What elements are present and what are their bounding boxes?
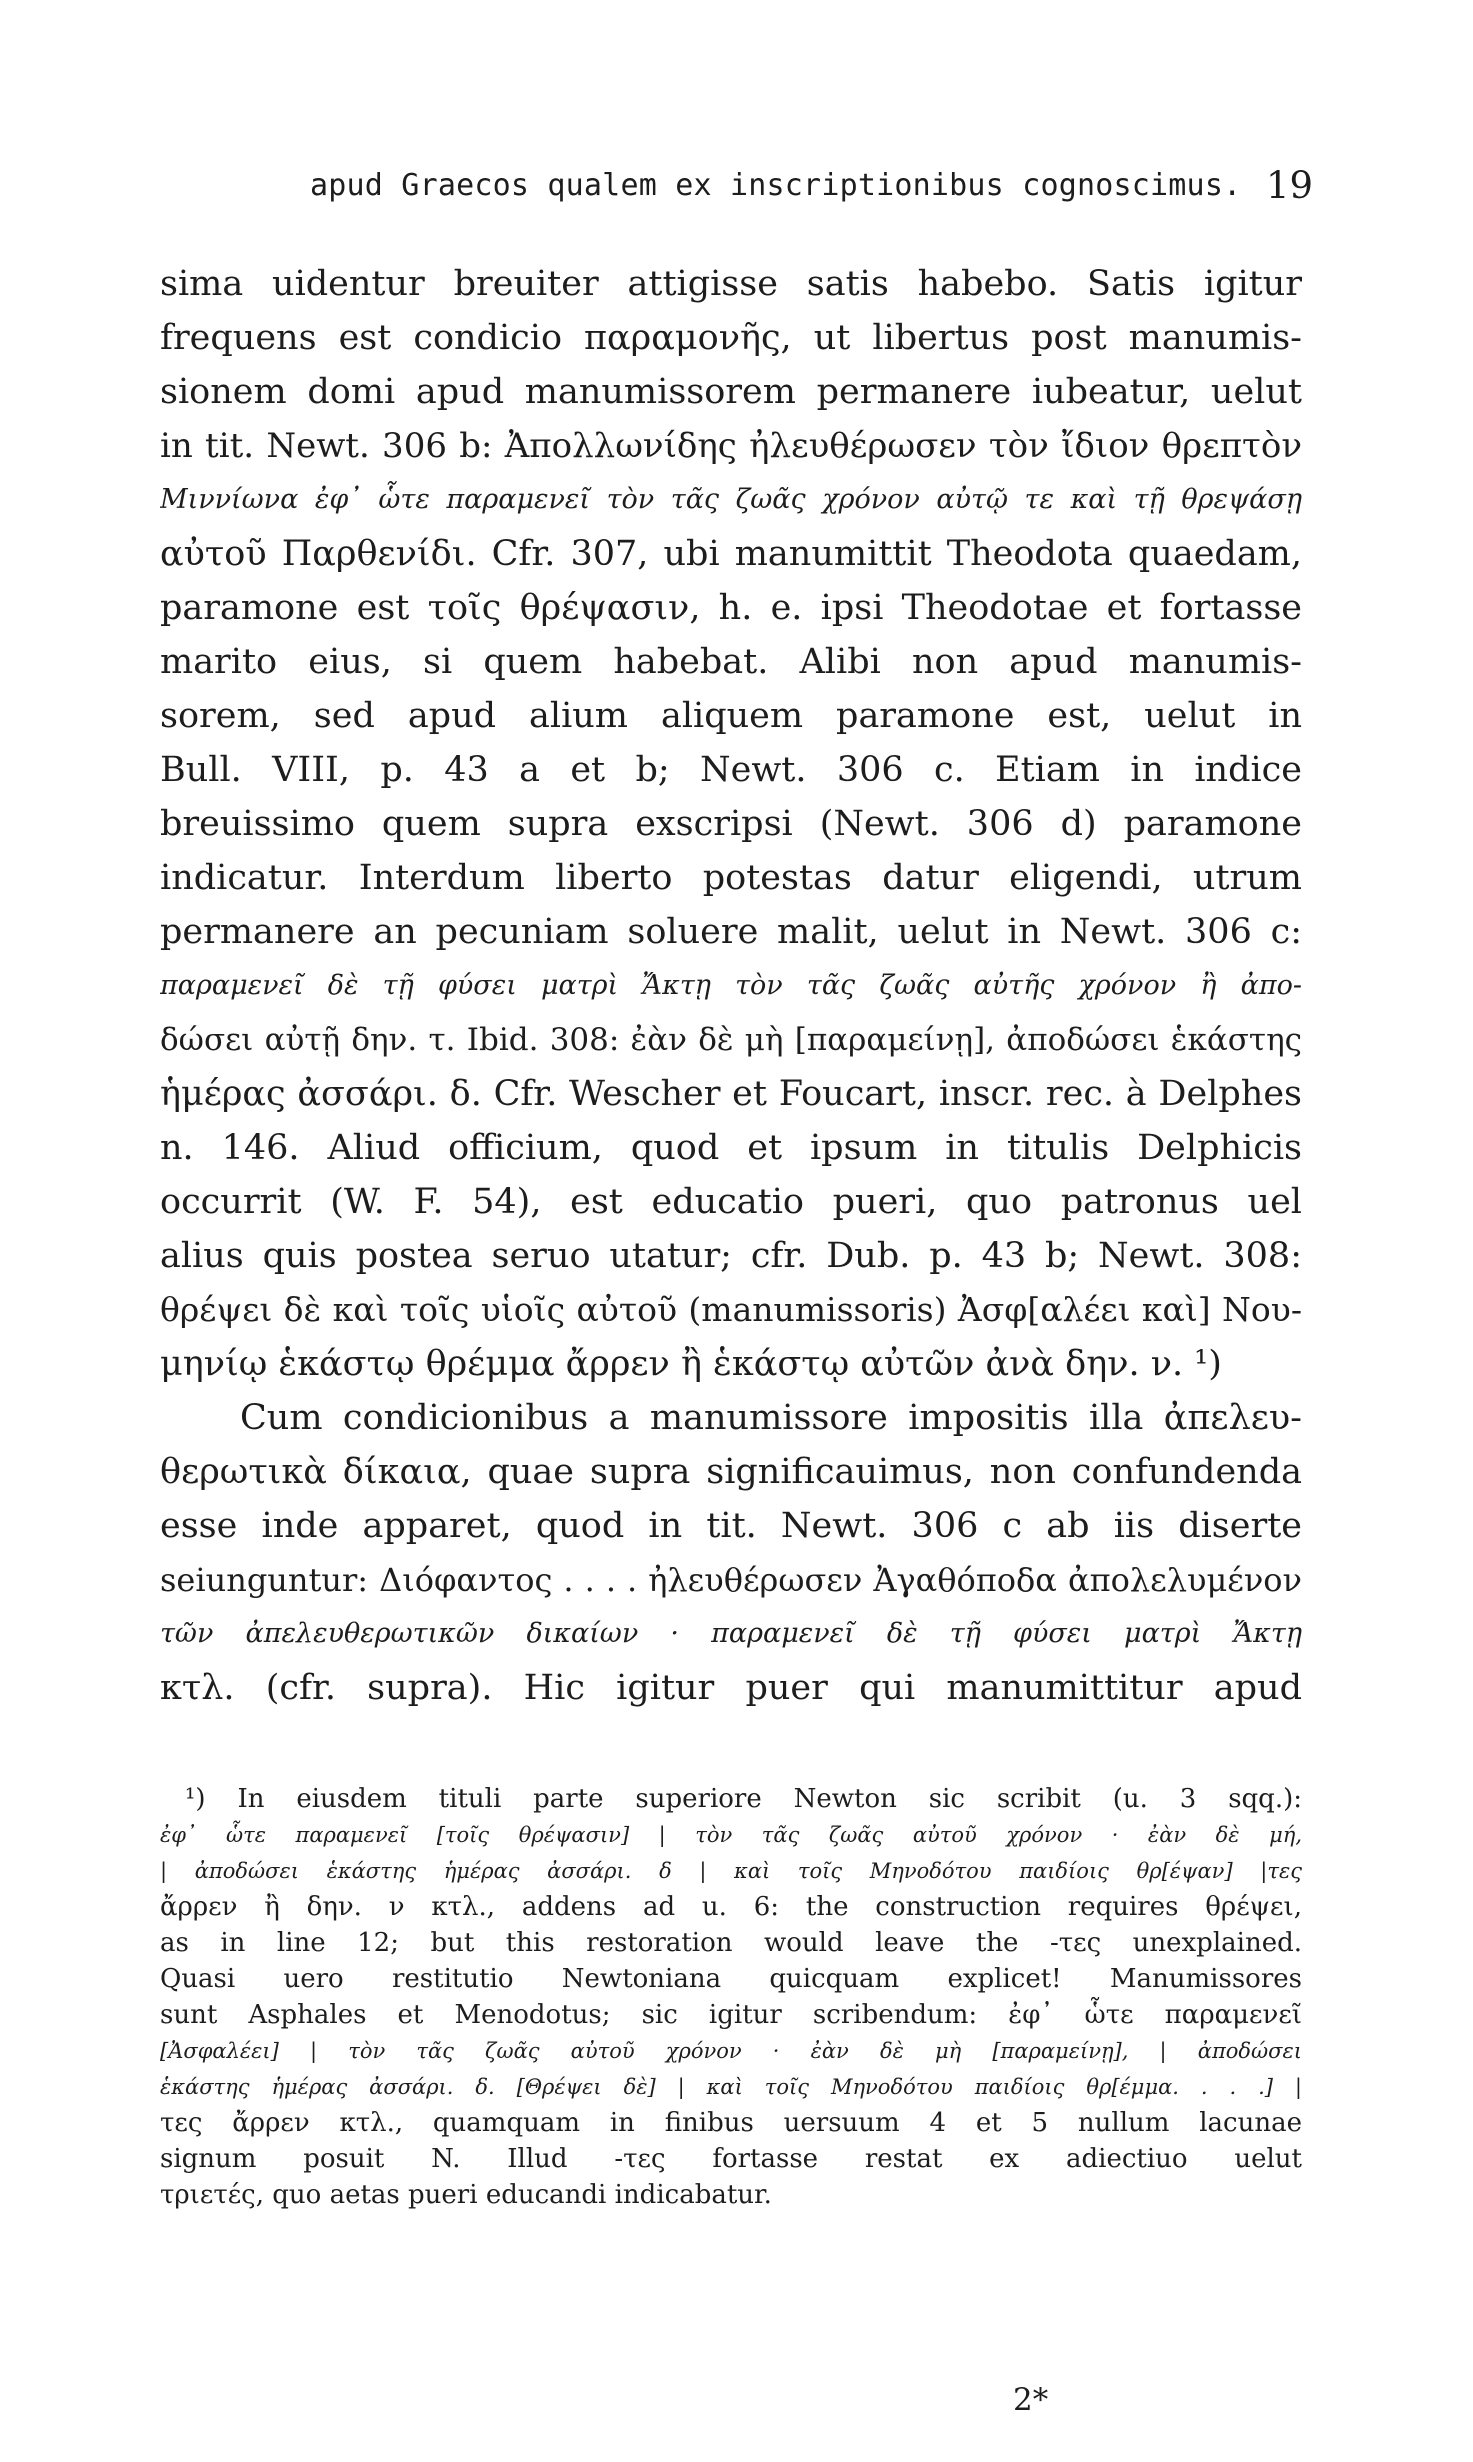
footnote-line: signum posuit N. Illud -τες fortasse restat ex adiectiuo uelut: [160, 2144, 1302, 2174]
footnote-line-greek: | ἀποδώσει ἑκάστης ἡμέρας ἀσσάρι. δ | καὶ τοῖς Μηνοδότου παιδίοις θρ[έψαν] |τες: [160, 1859, 1302, 1883]
text-line: in tit. Newt. 306 b: Ἀπολλωνίδης ἠλευθέρωσεν τὸν ἴδιον θρεπτὸν: [160, 426, 1302, 466]
footnote-line: ἄρρεν ἢ δην. ν κτλ., addens ad u. 6: the construction requires θρέψει,: [160, 1892, 1302, 1922]
text-line: frequens est condicio παραμονῆς, ut libertus post manumis-: [160, 318, 1302, 358]
text-line: sionem domi apud manumissorem permanere iubeatur, uelut: [160, 372, 1302, 412]
text-line-greek: τῶν ἀπελευθερωτικῶν δικαίων · παραμενεῖ δὲ τῇ φύσει ματρὶ Ἄκτῃ: [160, 1618, 1302, 1649]
text-line: Cum condicionibus a manumissore impositis illa ἀπελευ-: [240, 1398, 1302, 1438]
footnote-line: ¹) In eiusdem tituli parte superiore Newton sic scribit (u. 3 sqq.):: [185, 1784, 1302, 1814]
text-line: κτλ. (cfr. supra). Hic igitur puer qui manumittitur apud: [160, 1668, 1302, 1708]
text-line: indicatur. Interdum liberto potestas datur eligendi, utrum: [160, 858, 1302, 898]
text-line: breuissimo quem supra exscripsi (Newt. 306 d) paramone: [160, 804, 1302, 844]
footnote-line-greek: ἑκάστης ἡμέρας ἀσσάρι. δ. [Θρέψει δὲ] | καὶ τοῖς Μηνοδότου παιδίοις θρ[έμμα. . . .] |: [160, 2075, 1302, 2099]
text-line-greek: παραμενεῖ δὲ τῇ φύσει ματρὶ Ἄκτῃ τὸν τᾶς ζωᾶς αὐτῆς χρόνον ἢ ἀπο-: [160, 970, 1302, 1001]
text-line: esse inde apparet, quod in tit. Newt. 306 c ab iis diserte: [160, 1506, 1302, 1546]
running-head: apud Graecos qualem ex inscriptionibus cognoscimus.: [310, 168, 1242, 203]
footnote-line-greek: [Ἀσφαλέει] | τὸν τᾶς ζωᾶς αὐτοῦ χρόνον · ἐὰν δὲ μὴ [παραμείνῃ], | ἀποδώσει: [160, 2039, 1302, 2063]
footnote-line: Quasi uero restitutio Newtoniana quicquam explicet! Manumissores: [160, 1964, 1302, 1994]
text-line: paramone est τοῖς θρέψασιν, h. e. ipsi Theodotae et fortasse: [160, 588, 1302, 628]
text-line: ἡμέρας ἀσσάρι. δ. Cfr. Wescher et Foucart, inscr. rec. à Delphes: [160, 1074, 1302, 1114]
text-line: seiunguntur: Διόφαντος . . . . ἠλευθέρωσεν Ἀγαθόποδα ἀπολελυμένον: [160, 1561, 1302, 1599]
text-line: Bull. VIII, p. 43 a et b; Newt. 306 c. Etiam in indice: [160, 750, 1302, 790]
text-line: αὐτοῦ Παρθενίδι. Cfr. 307, ubi manumittit Theodota quaedam,: [160, 534, 1302, 574]
text-line: permanere an pecuniam soluere malit, uelut in Newt. 306 c:: [160, 912, 1302, 952]
text-line: μηνίῳ ἑκάστῳ θρέμμα ἄρρεν ἢ ἑκάστῳ αὐτῶν ἀνὰ δην. ν. ¹): [160, 1344, 1222, 1384]
page-number: 19: [1266, 164, 1314, 207]
text-line-greek: Μιννίωνα ἐφ᾽ ὧτε παραμενεῖ τὸν τᾶς ζωᾶς χρόνον αὐτῷ τε καὶ τῇ θρεψάσῃ: [160, 484, 1302, 515]
text-line: sima uidentur breuiter attigisse satis habebo. Satis igitur: [160, 264, 1302, 304]
signature-mark: 2*: [1013, 2382, 1049, 2418]
footnote-line-greek: ἐφ᾽ ὧτε παραμενεῖ [τοῖς θρέψασιν] | τὸν τᾶς ζωᾶς αὐτοῦ χρόνον · ἐὰν δὲ μή,: [160, 1823, 1302, 1847]
text-line: marito eius, si quem habebat. Alibi non apud manumis-: [160, 642, 1302, 682]
text-line: sorem, sed apud alium aliquem paramone est, uelut in: [160, 696, 1302, 736]
footnote-line: τριετές, quo aetas pueri educandi indicabatur.: [160, 2180, 772, 2210]
footnote-line: τες ἄρρεν κτλ., quamquam in finibus uersuum 4 et 5 nullum lacunae: [160, 2108, 1302, 2138]
text-line: alius quis postea seruo utatur; cfr. Dub. p. 43 b; Newt. 308:: [160, 1236, 1302, 1276]
footnote-line: as in line 12; but this restoration would leave the -τες unexplained.: [160, 1928, 1302, 1958]
text-line: δώσει αὐτῇ δην. τ. Ibid. 308: ἐὰν δὲ μὴ [παραμείνῃ], ἀποδώσει ἑκάστης: [160, 1022, 1302, 1058]
text-line: n. 146. Aliud officium, quod et ipsum in titulis Delphicis: [160, 1128, 1302, 1168]
text-line: θρέψει δὲ καὶ τοῖς υἱοῖς αὐτοῦ (manumissoris) Ἀσφ[αλέει καὶ] Νου-: [160, 1290, 1302, 1329]
footnote: [160, 1781, 1302, 2213]
footnote-line: sunt Asphales et Menodotus; sic igitur scribendum: ἐφ᾽ ὧτε παραμενεῖ: [160, 2000, 1302, 2030]
body-text: [160, 257, 1302, 1715]
text-line: occurrit (W. F. 54), est educatio pueri, quo patronus uel: [160, 1182, 1302, 1222]
text-line: θερωτικὰ δίκαια, quae supra significauimus, non confundenda: [160, 1452, 1302, 1492]
